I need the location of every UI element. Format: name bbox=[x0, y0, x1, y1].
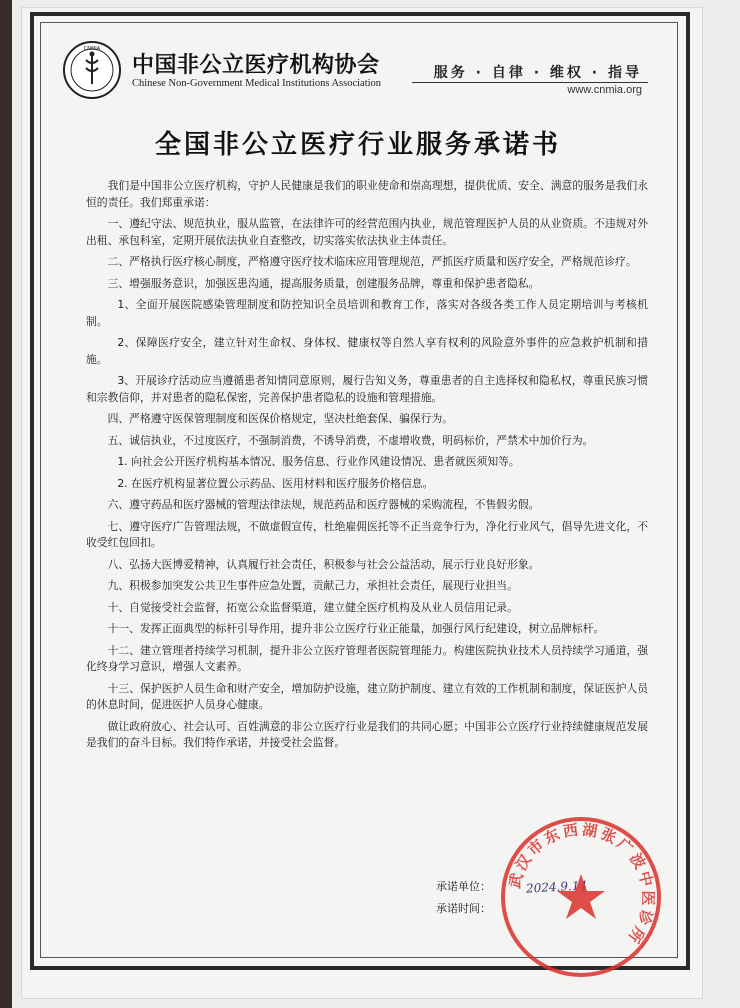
commitment-paragraph: 一、遵纪守法、规范执业，服从监管，在法律许可的经营范围内执业，规范管理医护人员的从业资质。不违规对外出租、承包科室，定期开展依法执业自查整改，切实落实依法执业主体责任。 bbox=[86, 217, 648, 247]
association-motto: 服务 · 自律 · 维权 · 指导 bbox=[433, 65, 642, 81]
commitment-paragraph: 十一、发挥正面典型的标杆引导作用，提升非公立医疗行业正能量，加强行风行纪建设，树立品牌标杆。 bbox=[107, 622, 605, 635]
commitment-paragraph: 九、积极参加突发公共卫生事件应急处置，贡献己力，承担社会责任，展现行业担当。 bbox=[107, 579, 518, 592]
sign-unit-label: 承诺单位： bbox=[436, 880, 491, 893]
commitment-subitem: 2. 在医疗机构显著位置公示药品、医用材料和医疗服务价格信息。 bbox=[117, 476, 434, 490]
commitment-paragraph: 二、严格执行医疗核心制度，严格遵守医疗技术临床应用管理规范，严抓医疗质量和医疗安全，严格规范诊疗。 bbox=[107, 255, 637, 268]
commitment-paragraph: 八、弘扬大医博爱精神，认真履行社会责任，积极参与社会公益活动，展示行业良好形象。 bbox=[107, 557, 540, 571]
commitment-paragraph: 六、遵守药品和医疗器械的管理法律法规，规范药品和医疗器械的采购流程，不售假劣假。 bbox=[107, 498, 540, 511]
commitment-subitem: 1. 向社会公开医疗机构基本情况、服务信息、行业作风建设情况、患者就医须知等。 bbox=[117, 455, 520, 468]
document-title: 全国非公立医疗行业服务承诺书 bbox=[154, 130, 561, 160]
commitment-paragraph: 三、增强服务意识，加强医患沟通，提高服务质量，创建服务品牌，尊重和保护患者隐私。 bbox=[107, 276, 540, 290]
motto-underline bbox=[412, 82, 648, 83]
commitment-paragraph: 五、诚信执业，不过度医疗，不强制消费，不诱导消费，不虚增收费，明码标价，严禁术中加价行为。 bbox=[107, 433, 594, 447]
association-name-cn: 中国非公立医疗机构协会 bbox=[132, 52, 380, 78]
commitment-paragraph: 做让政府放心、社会认可、百姓满意的非公立医疗行业是我们的共同心愿；中国非公立医疗行业持续健康规范发展是我们的奋斗目标。我们特作承诺，并接受社会监督。 bbox=[86, 719, 648, 749]
commitment-paragraph: 我们是中国非公立医疗机构，守护人民健康是我们的职业使命和崇高理想，提供优质、安全、满意的服务是我们永恒的责任。我们郑重承诺： bbox=[86, 179, 648, 209]
commitment-paragraph: 十二、建立管理者持续学习机制，提升非公立医疗管理者医院管理能力。构建医院执业技术人员持续学习通道，强化终身学习意识，增强人文素养。 bbox=[86, 643, 648, 673]
association-name-en: Chinese Non-Government Medical Institutions Association bbox=[132, 78, 382, 89]
commitment-paragraph: 十、自觉接受社会监督，拓宽公众监督渠道，建立健全医疗机构及从业人员信用记录。 bbox=[107, 600, 518, 614]
association-logo-icon bbox=[62, 40, 122, 100]
commitment-subitem: 1、全面开展医院感染管理制度和防控知识全员培训和教育工作，落实对各级各类工作人员定期培训与考核机制。 bbox=[86, 298, 648, 328]
letterhead bbox=[60, 40, 660, 120]
handwritten-date: 2024.9.14 bbox=[525, 878, 588, 896]
commitment-paragraph: 十三、保护医护人员生命和财产安全，增加防护设施，建立防护制度、建立有效的工作机制和制度，保证医护人员的休息时间，促进医护人员身心健康。 bbox=[86, 681, 648, 711]
commitment-subitem: 2、保障医疗安全，建立针对生命权、身体权、健康权等自然人享有权利的风险意外事件的应急救护机制和措施。 bbox=[86, 336, 648, 366]
seal-text: 武汉市东西湖张广波中医诊所 bbox=[505, 820, 658, 949]
commitment-subitem: 3、开展诊疗活动应当遵循患者知情同意原则，履行告知义务，尊重患者的自主选择权和隐私权，尊重民族习惯和宗教信仰，并对患者的隐私保密，完善保护患者隐私的设施和管理措施。 bbox=[86, 374, 648, 404]
logo-text: CNMIA bbox=[83, 46, 101, 52]
association-website: www.cnmia.org bbox=[567, 84, 642, 96]
commitment-paragraph: 四、严格遵守医保管理制度和医保价格规定，坚决杜绝套保、骗保行为。 bbox=[107, 412, 454, 425]
document-body bbox=[86, 178, 648, 757]
sign-time-label: 承诺时间： bbox=[436, 902, 491, 915]
commitment-paragraph: 七、遵守医疗广告管理法规，不做虚假宣传，杜绝雇佣医托等不正当竞争行为，净化行业风气，倡导先进文化，不收受红包回扣。 bbox=[86, 519, 648, 549]
official-seal-icon bbox=[496, 812, 666, 982]
